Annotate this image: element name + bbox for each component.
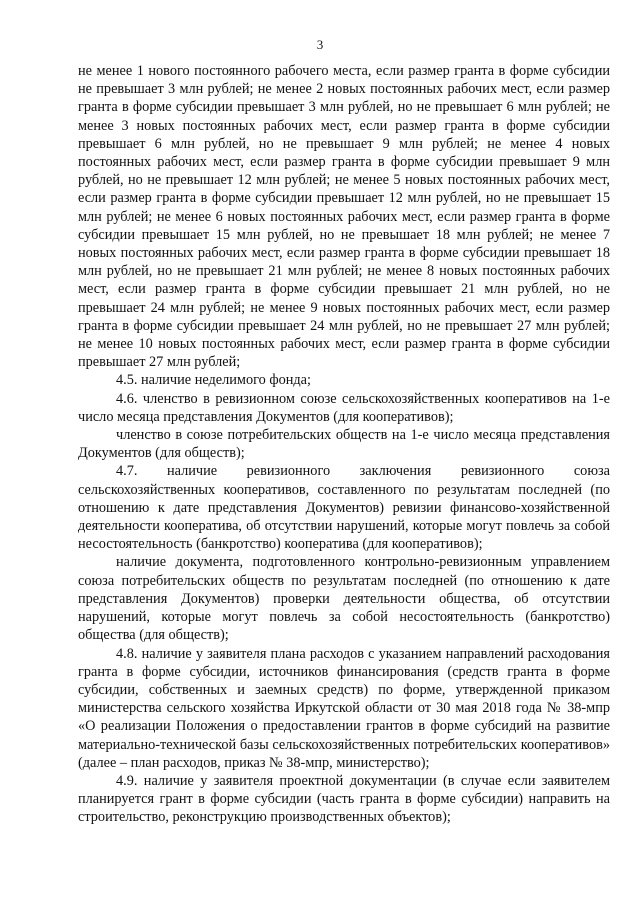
paragraph-4-8: 4.8. наличие у заявителя плана расходов с указанием направлений расходования гранта в форме субсидии, источников финансирования (средств гранта в форме субсидии, собственных и заемных средств) по форме, утвержденной приказом министерства сельского хозяйства Иркутской области от 30 мая 2018 года № 38-мпр «О реализации Положения о предоставлении грантов в форме субсидий на развитие материально-технической базы сельскохозяйственных потребительских кооперативов» (далее – план расходов, приказ № 38-мпр, министерство); xyxy=(78,645,610,771)
document-body xyxy=(78,62,610,827)
paragraph-4-7: 4.7. наличие ревизионного заключения ревизионного союза сельскохозяйственных кооперативов, составленного по результатам последней (по отношению к дате представления Документов) ревизии финансово-хозяйственной деятельности кооператива, об отсутствии нарушений, которые могут повлечь за собой несостоятельность (банкротство) кооператива (для кооперативов); xyxy=(78,463,610,553)
paragraph-4-9: 4.9. наличие у заявителя проектной документации (в случае если заявителем планируется грант в форме субсидии (часть гранта в форме субсидии) направить на строительство, реконструкцию производственных объектов); xyxy=(78,772,610,826)
page-number: 3 xyxy=(316,37,324,52)
paragraph-4-7-societies: наличие документа, подготовленного контрольно-ревизионным управлением союза потребительских обществ по результатам последней (по отношению к дате представления Документов) проверки деятельности общества, об отсутствии нарушений, которые могут повлечь за собой несостоятельность (банкротство) общества (для обществ); xyxy=(78,554,610,644)
paragraph-4-6: 4.6. членство в ревизионном союзе сельскохозяйственных кооперативов на 1-е число месяца представления Документов (для кооперативов); xyxy=(78,390,610,425)
paragraph-job-requirements: не менее 1 нового постоянного рабочего места, если размер гранта в форме субсидии не превышает 3 млн рублей; не менее 2 новых постоянных рабочих мест, если размер гранта в форме субсидии превышает 3 млн рублей, но не превышает 6 млн рублей; не менее 3 новых постоянных рабочих мест, если размер гранта в форме субсидии превышает 6 млн рублей, но не превышает 9 млн рублей; не менее 4 новых постоянных рабочих мест, если размер гранта в форме субсидии превышает 9 млн рублей, но не превышает 12 млн рублей; не менее 5 новых постоянных рабочих мест, если размер гранта в форме субсидии превышает 12 млн рублей, но не превышает 15 млн рублей; не менее 6 новых постоянных рабочих мест, если размер гранта в форме субсидии превышает 15 млн рублей, но не превышает 18 млн рублей; не менее 7 новых постоянных рабочих мест, если размер гранта в форме субсидии превышает 18 млн рублей, но не превышает 21 млн рублей; не менее 8 новых постоянных рабочих мест, если размер гранта в форме субсидии превышает 21 млн рублей, но не превышает 24 млн рублей; не менее 9 новых постоянных рабочих мест, если размер гранта в форме субсидии превышает 24 млн рублей, но не превышает 27 млн рублей; не менее 10 новых постоянных рабочих мест, если размер гранта в форме субсидии превышает 27 млн рублей; xyxy=(78,63,610,371)
paragraph-4-5: 4.5. наличие неделимого фонда; xyxy=(116,372,311,389)
paragraph-4-6-societies: членство в союзе потребительских обществ на 1-е число месяца представления Документов (для обществ); xyxy=(78,427,610,462)
